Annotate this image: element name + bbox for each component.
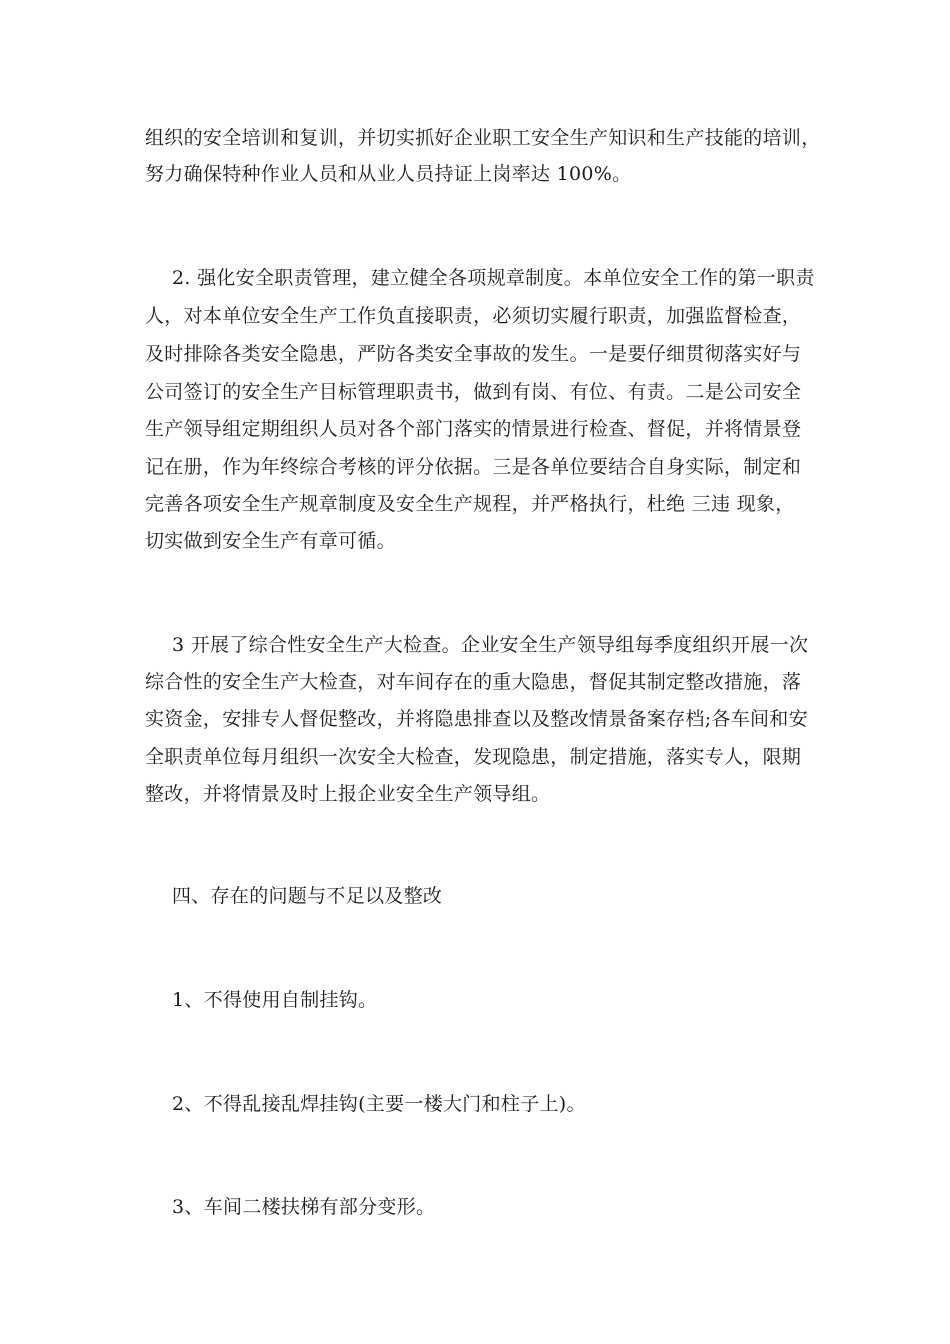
paragraph-2-line-2: 人，对本单位安全生产工作负直接职责，必须切实履行职责，加强监督检查， (145, 305, 802, 327)
paragraph-3-line-2: 综合性的安全生产大检查，对车间存在的重大隐患，督促其制定整改措施，落 (145, 671, 802, 693)
paragraph-2-line-7: 完善各项安全生产规章制度及安全生产规程，并严格执行，杜绝 三违 现象， (145, 493, 795, 515)
paragraph-3-line-5: 整改，并将情景及时上报企业安全生产领导组。 (145, 783, 551, 805)
paragraph-3-line-3: 实资金，安排专人督促整改，并将隐患排查以及整改情景备案存档;各车间和安 (145, 708, 808, 730)
paragraph-3-line-4: 全职责单位每月组织一次安全大检查，发现隐患，制定措施，落实专人，限期 (145, 746, 802, 768)
paragraph-2-line-1: 2. 强化安全职责管理，建立健全各项规章制度。本单位安全工作的第一职责 (172, 267, 815, 289)
issue-item-3: 3、车间二楼扶梯有部分变形。 (172, 1196, 436, 1218)
paragraph-3-line-1: 3 开展了综合性安全生产大检查。企业安全生产领导组每季度组织开展一次 (172, 634, 809, 656)
section-4-heading: 四、存在的问题与不足以及整改 (172, 885, 443, 907)
paragraph-2-line-5: 生产领导组定期组织人员对各个部门落实的情景进行检查、督促，并将情景登 (145, 418, 802, 440)
issue-item-1: 1、不得使用自制挂钩。 (172, 989, 378, 1011)
paragraph-2-line-4: 公司签订的安全生产目标管理职责书，做到有岗、有位、有责。二是公司安全 (145, 381, 802, 403)
issue-item-2: 2、不得乱接乱焊挂钩(主要一楼大门和柱子上)。 (172, 1093, 586, 1115)
paragraph-1-line-1: 组织的安全培训和复训，并切实抓好企业职工安全生产知识和生产技能的培训， (145, 127, 821, 149)
paragraph-2-line-8: 切实做到安全生产有章可循。 (145, 530, 396, 552)
paragraph-1-line-2: 努力确保特种作业人员和从业人员持证上岗率达 100%。 (145, 163, 632, 185)
paragraph-2-line-3: 及时排除各类安全隐患，严防各类安全事故的发生。一是要仔细贯彻落实好与 (145, 343, 802, 365)
paragraph-2-line-6: 记在册，作为年终综合考核的评分依据。三是各单位要结合自身实际，制定和 (145, 456, 802, 478)
